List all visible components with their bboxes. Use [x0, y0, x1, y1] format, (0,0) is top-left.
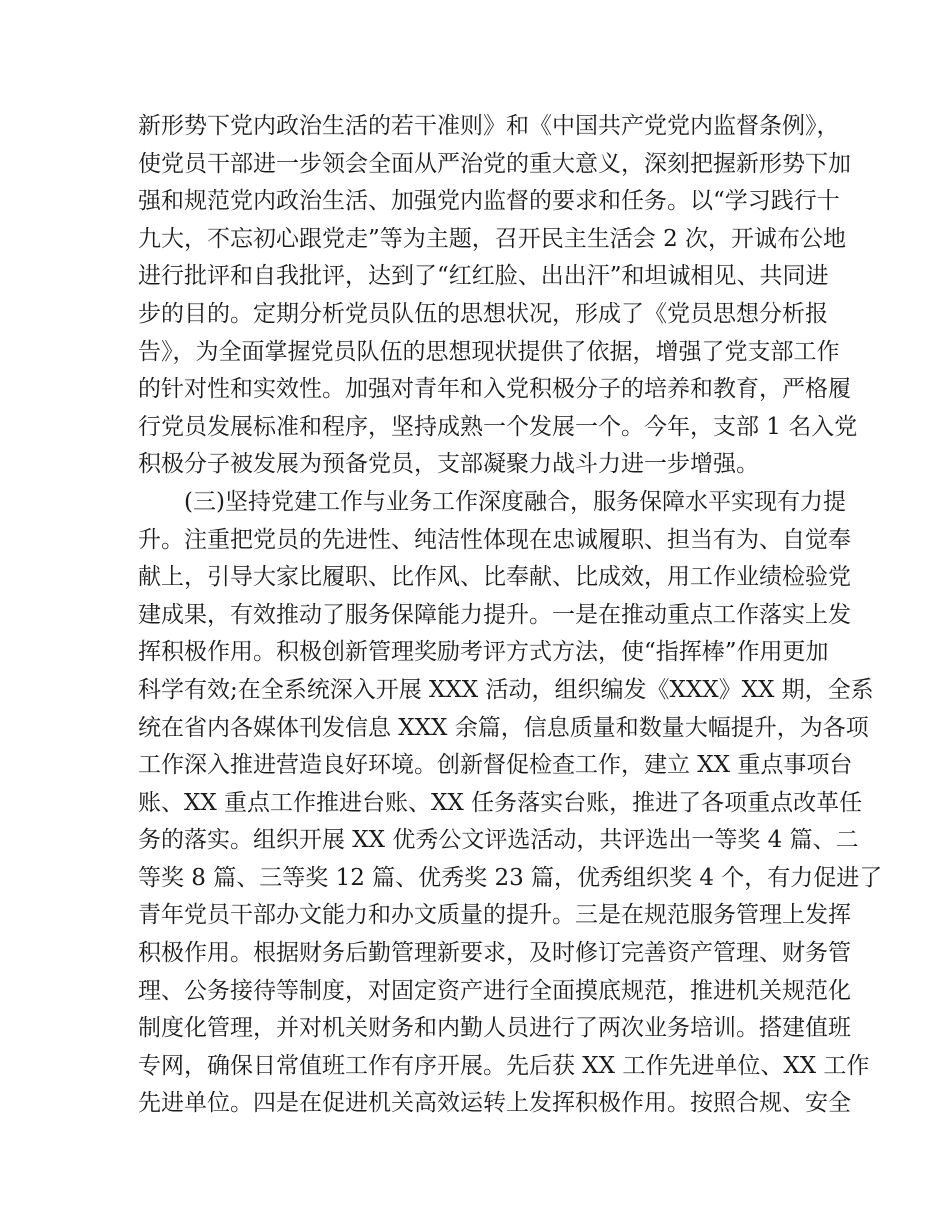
text-line: 等奖 8 篇、三等奖 12 篇、优秀奖 23 篇，优秀组织奖 4 个，有力促进了: [138, 864, 883, 891]
text-line: 青年党员干部办文能力和办文质量的提升。三是在规范服务管理上发挥: [138, 902, 851, 929]
paragraph-1: [138, 108, 858, 484]
text-line: 科学有效;在全系统深入开展 XXX 活动，组织编发《XXX》XX 期，全系: [138, 676, 874, 703]
text-line: 挥积极作用。积极创新管理奖励考评方式方法，使“指挥棒”作用更加: [138, 639, 829, 666]
text-line: 先进单位。四是在促进机关高效运转上发挥积极作用。按照合规、安全: [138, 1090, 851, 1117]
text-line: 建成果，有效推动了服务保障能力提升。一是在推动重点工作落实上发: [138, 601, 851, 628]
text-line: (三)坚持党建工作与业务工作深度融合，服务保障水平实现有力提: [184, 488, 846, 515]
text-line: 九大，不忘初心跟党走”等为主题，召开民主生活会 2 次，开诚布公地: [138, 225, 847, 252]
text-line: 积极作用。根据财务后勤管理新要求，及时修订完善资产管理、财务管: [138, 940, 851, 967]
text-line: 统在省内各媒体刊发信息 XXX 余篇，信息质量和数量大幅提升，为各项: [138, 714, 869, 741]
text-line: 进行批评和自我批评，达到了“红红脸、出出汗”和坦诚相见、共同进: [138, 263, 829, 290]
text-line: 使党员干部进一步领会全面从严治党的重大意义，深刻把握新形势下加: [138, 150, 851, 177]
paragraph-2: [138, 484, 883, 1123]
text-line: 账、XX 重点工作推进台账、XX 任务落实台账，推进了各项重点改革任: [138, 789, 863, 816]
text-line: 制度化管理，并对机关财务和内勤人员进行了两次业务培训。搭建值班: [138, 1015, 851, 1042]
text-line: 积极分子被发展为预备党员，支部凝聚力战斗力进一步增强。: [138, 451, 759, 478]
text-line: 升。注重把党员的先进性、纯洁性体现在忠诚履职、担当有为、自觉奉: [138, 526, 851, 553]
text-line: 告》，为全面掌握党员队伍的思想现状提供了依据，增强了党支部工作: [138, 338, 840, 365]
text-line: 步的目的。定期分析党员队伍的思想状况，形成了《党员思想分析报: [138, 300, 828, 327]
text-line: 新形势下党内政治生活的若干准则》和《中国共产党党内监督条例》，: [138, 113, 840, 139]
text-line: 工作深入推进营造良好环境。创新督促检查工作，建立 XX 重点事项台: [138, 752, 853, 779]
text-line: 专网，确保日常值班工作有序开展。先后获 XX 工作先进单位、XX 工作: [138, 1052, 870, 1079]
text-line: 务的落实。组织开展 XX 优秀公文评选活动，共评选出一等奖 4 篇、二: [138, 827, 859, 854]
text-line: 献上，引导大家比履职、比作风、比奉献、比成效，用工作业绩检验党: [138, 564, 851, 591]
document-body: [138, 108, 883, 1123]
text-line: 行党员发展标准和程序，坚持成熟一个发展一个。今年，支部 1 名入党: [138, 413, 858, 440]
text-line: 的针对性和实效性。加强对青年和入党积极分子的培养和教育，严格履: [138, 376, 851, 403]
text-line: 强和规范党内政治生活、加强党内监督的要求和任务。以“学习践行十: [138, 188, 840, 215]
text-line: 理、公务接待等制度，对固定资产进行全面摸底规范，推进机关规范化: [138, 977, 851, 1004]
